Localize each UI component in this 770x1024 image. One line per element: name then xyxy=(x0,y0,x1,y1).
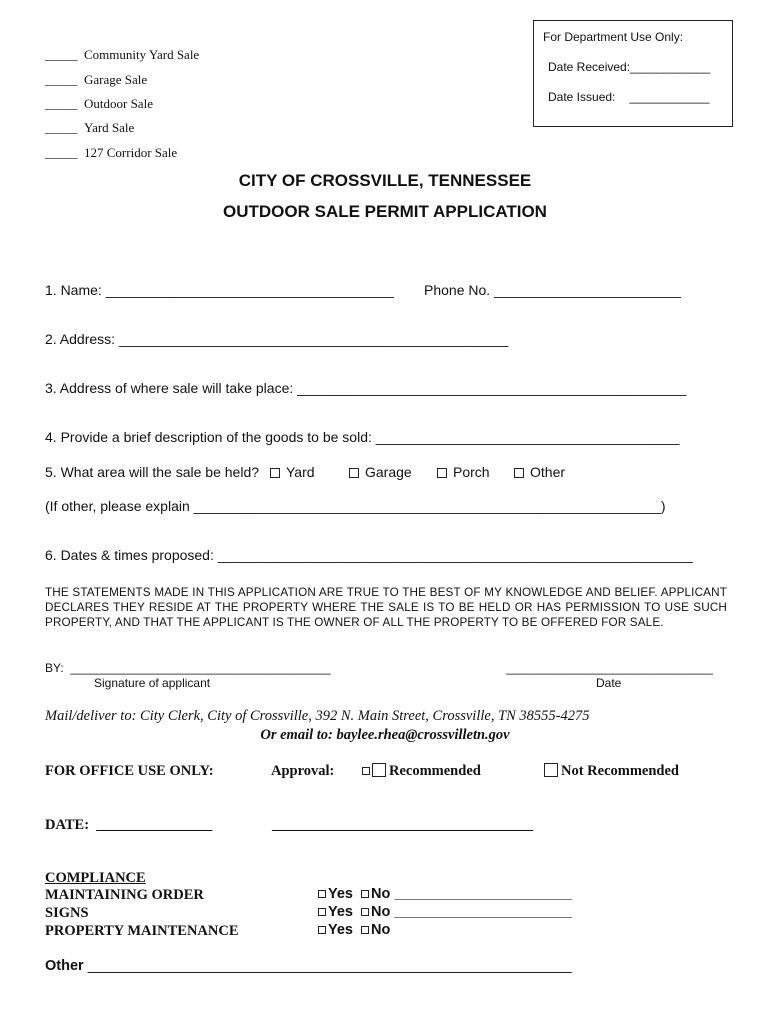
approval-not-recommended[interactable] xyxy=(544,763,679,780)
not-recommended-label: Not Recommended xyxy=(561,763,679,779)
sale-type-label: Outdoor Sale xyxy=(84,96,153,111)
area-option-porch[interactable] xyxy=(437,464,490,480)
no-label: No xyxy=(371,886,391,902)
checkbox-icon[interactable] xyxy=(270,468,280,478)
goods-description-line: _______________________________________ xyxy=(375,429,680,445)
other-explain-label: (If other, please explain xyxy=(45,498,190,514)
date-received-line: ____________ xyxy=(630,60,711,74)
sale-area-label: 5. What area will the sale be held? xyxy=(45,464,260,480)
compliance-line: ______________________ xyxy=(394,904,572,920)
signature-caption: Signature of applicant xyxy=(94,676,211,690)
date-issued-label: Date Issued: xyxy=(548,90,616,104)
checkbox-icon[interactable] xyxy=(514,468,524,478)
address-label: 2. Address: xyxy=(45,331,116,347)
checkbox-icon[interactable] xyxy=(372,763,386,777)
date-issued-line: ____________ xyxy=(629,90,710,104)
sale-type-garage[interactable] xyxy=(45,72,147,88)
dates-times-line: _____________________________________________________________ xyxy=(217,547,693,563)
sale-type-blank: _____ xyxy=(45,72,78,87)
yes-label: Yes xyxy=(328,904,353,920)
checkbox-icon[interactable] xyxy=(362,767,370,775)
compliance-line: ______________________ xyxy=(394,886,572,902)
area-option-yard[interactable] xyxy=(270,464,315,480)
area-option-garage[interactable] xyxy=(349,464,412,480)
page-title-form: OUTDOOR SALE PERMIT APPLICATION xyxy=(223,202,547,221)
sale-type-corridor[interactable] xyxy=(45,145,177,161)
checkbox-icon[interactable] xyxy=(361,908,369,916)
sale-type-blank: _____ xyxy=(45,120,78,135)
area-option-label: Porch xyxy=(453,464,490,480)
checkbox-icon[interactable] xyxy=(318,890,326,898)
office-use-heading: FOR OFFICE USE ONLY: xyxy=(45,763,214,779)
other-explain-field[interactable] xyxy=(45,498,666,514)
name-line: _____________________________________ xyxy=(105,282,394,298)
other-notes-label: Other xyxy=(45,958,84,974)
sale-type-blank: _____ xyxy=(45,145,78,160)
dept-heading: For Department Use Only: xyxy=(543,30,684,44)
phone-line: ________________________ xyxy=(494,282,681,298)
area-option-label: Garage xyxy=(365,464,412,480)
area-option-label: Yard xyxy=(286,464,315,480)
office-date-label: DATE: xyxy=(45,817,90,833)
date-issued-field[interactable] xyxy=(548,90,709,104)
sale-type-blank: _____ xyxy=(45,96,78,111)
compliance-heading: COMPLIANCE xyxy=(45,870,146,886)
compliance-label-signs: SIGNS xyxy=(45,905,89,921)
approver-line[interactable]: ____________________________________ xyxy=(272,817,533,833)
address-field[interactable] xyxy=(45,331,508,347)
mail-instructions: Mail/deliver to: City Clerk, City of Crossville, 392 N. Main Street, Crossville, TN 38555-4275 xyxy=(45,708,590,724)
other-notes-field[interactable] xyxy=(45,958,572,974)
date-received-label: Date Received: xyxy=(548,60,631,74)
by-label: BY: xyxy=(45,661,64,675)
no-label: No xyxy=(371,922,391,938)
approval-recommended[interactable] xyxy=(362,763,481,780)
signature-date-line[interactable]: _______________________________ xyxy=(506,661,713,675)
checkbox-icon[interactable] xyxy=(544,763,558,777)
checkbox-icon[interactable] xyxy=(361,890,369,898)
sale-address-label: 3. Address of where sale will take place: xyxy=(45,380,294,396)
sale-type-label: Garage Sale xyxy=(84,72,148,87)
email-instructions: Or email to: baylee.rhea@crossvilletn.gov xyxy=(260,727,510,743)
sale-type-yard[interactable] xyxy=(45,120,134,136)
signature-field[interactable] xyxy=(45,661,331,675)
applicant-statement: THE STATEMENTS MADE IN THIS APPLICATION ARE TRUE TO THE BEST OF MY KNOWLEDGE AND BELIEF. APPLICANT DECLARES THEY RESIDE AT THE PROPERTY WHERE THE SALE IS TO BE HELD OR HAS PERMISSION TO USE SUCH PROPERTY, AND THAT THE APPLICANT IS THE OWNER OF ALL THE PROPERTY TO BE OFFERED FOR SALE. xyxy=(45,586,727,629)
signature-line: _______________________________________ xyxy=(70,661,331,675)
compliance-label-property-maintenance: PROPERTY MAINTENANCE xyxy=(45,923,239,939)
name-label: 1. Name: xyxy=(45,282,102,298)
checkbox-icon[interactable] xyxy=(361,926,369,934)
date-caption: Date xyxy=(596,676,622,690)
compliance-row-maintaining-order[interactable] xyxy=(318,886,572,902)
date-received-field[interactable] xyxy=(548,60,710,74)
sale-type-outdoor[interactable] xyxy=(45,96,153,112)
other-notes-line: ____________________________________________________________ xyxy=(87,958,572,974)
sale-type-label: 127 Corridor Sale xyxy=(84,145,178,160)
no-label: No xyxy=(371,904,391,920)
sale-type-blank: _____ xyxy=(45,47,78,62)
sale-type-community[interactable] xyxy=(45,47,199,63)
other-explain-line: ____________________________________________________________ xyxy=(193,498,661,514)
sale-address-field[interactable] xyxy=(45,380,686,396)
page-title-city: CITY OF CROSSVILLE, TENNESSEE xyxy=(238,171,532,190)
sale-address-line: __________________________________________________ xyxy=(297,380,687,396)
checkbox-icon[interactable] xyxy=(318,908,326,916)
checkbox-icon[interactable] xyxy=(437,468,447,478)
department-use-box xyxy=(533,20,733,127)
recommended-label: Recommended xyxy=(389,763,481,779)
area-option-other[interactable] xyxy=(514,464,565,480)
compliance-label-maintaining-order: MAINTAINING ORDER xyxy=(45,887,204,903)
checkbox-icon[interactable] xyxy=(318,926,326,934)
name-field[interactable] xyxy=(45,282,394,298)
phone-label: Phone No. xyxy=(424,282,491,298)
dates-times-label: 6. Dates & times proposed: xyxy=(45,547,214,563)
goods-description-label: 4. Provide a brief description of the goods to be sold: xyxy=(45,429,372,445)
area-option-label: Other xyxy=(530,464,566,480)
dates-times-field[interactable] xyxy=(45,547,693,563)
phone-field[interactable] xyxy=(424,282,681,298)
sale-type-label: Community Yard Sale xyxy=(84,47,200,62)
checkbox-icon[interactable] xyxy=(349,468,359,478)
sale-type-label: Yard Sale xyxy=(84,120,135,135)
yes-label: Yes xyxy=(328,922,353,938)
compliance-row-signs[interactable] xyxy=(318,904,572,920)
yes-label: Yes xyxy=(328,886,353,902)
approval-label: Approval: xyxy=(271,763,335,779)
office-date-field[interactable] xyxy=(45,817,212,834)
address-line: __________________________________________________ xyxy=(118,331,509,347)
office-date-line: ________________ xyxy=(96,817,213,833)
goods-description-field[interactable] xyxy=(45,429,679,445)
compliance-row-property-maintenance[interactable] xyxy=(318,922,390,938)
other-explain-close: ) xyxy=(660,498,666,514)
